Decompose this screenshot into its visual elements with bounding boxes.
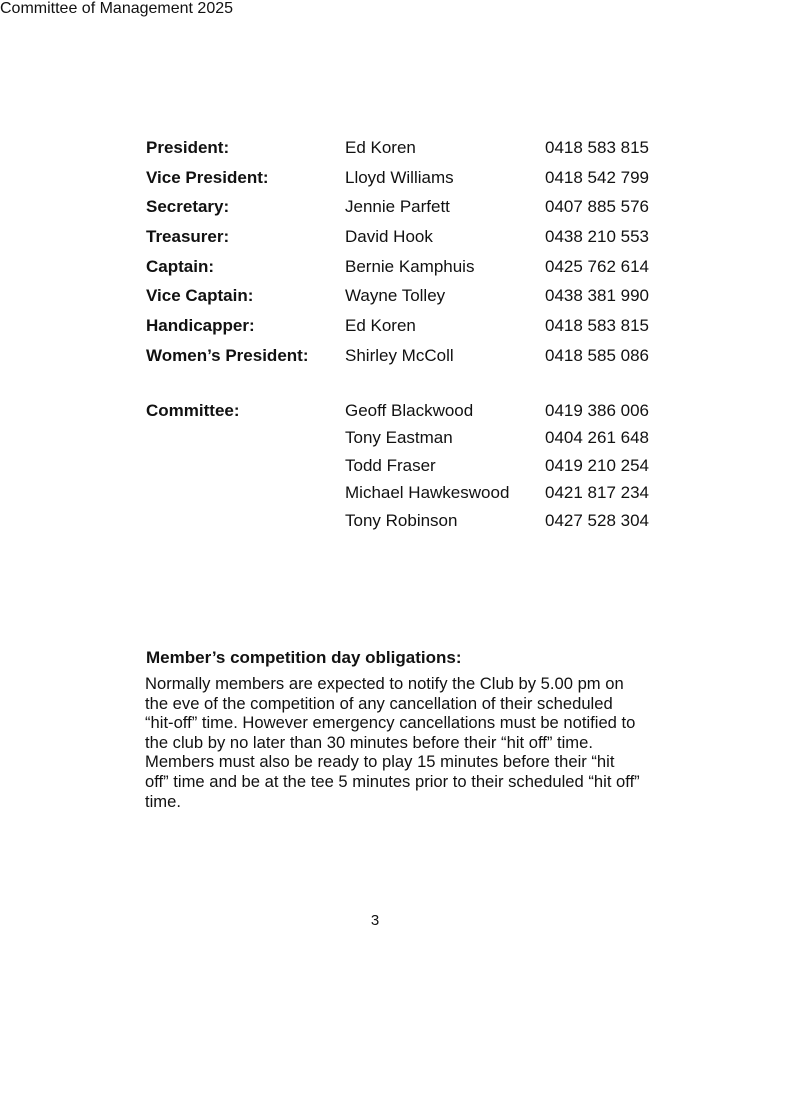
committee-member-name: Todd Fraser (345, 455, 436, 475)
officer-name: Shirley McColl (345, 345, 454, 365)
officer-phone: 0418 583 815 (545, 316, 649, 336)
officer-name: Ed Koren (345, 138, 416, 157)
obligations-line: the eve of the competition of any cancellation of their scheduled (145, 693, 613, 713)
officer-role: Captain: (146, 256, 214, 276)
committee-member-name: Tony Eastman (345, 428, 453, 448)
officer-phone: 0418 542 799 (545, 167, 649, 187)
obligations-line: off” time and be at the tee 5 minutes prior to their scheduled “hit off” (145, 771, 640, 791)
officer-name: Jennie Parfett (345, 197, 450, 217)
committee-row (146, 483, 706, 510)
obligations-line: the club by no later than 30 minutes before their “hit off” time. (145, 732, 593, 752)
officer-name: Bernie Kamphuis (345, 256, 475, 276)
obligations-line: Members must also be ready to play 15 minutes before their “hit (145, 752, 615, 772)
obligations-paragraph (145, 674, 675, 811)
officer-phone: 0438 210 553 (545, 227, 649, 247)
obligations-line: time. (145, 791, 181, 811)
committee-list (146, 401, 706, 538)
officer-row (146, 168, 706, 198)
officer-role: Treasurer: (146, 227, 230, 247)
committee-label: Committee: (146, 401, 240, 420)
committee-member-phone: 0404 261 648 (545, 428, 649, 448)
officer-row (146, 316, 706, 346)
committee-member-phone: 0419 210 254 (545, 455, 649, 475)
committee-member-name: Geoff Blackwood (345, 401, 474, 420)
officer-phone: 0407 885 576 (545, 197, 649, 217)
committee-row (146, 456, 706, 483)
obligations-line: Normally members are expected to notify the Club by 5.00 pm on (145, 674, 624, 693)
officer-row (146, 227, 706, 257)
committee-row (146, 401, 706, 428)
officer-row (146, 138, 706, 168)
officer-phone: 0418 585 086 (545, 345, 649, 365)
committee-row (146, 511, 706, 538)
committee-member-name: Tony Robinson (345, 510, 458, 530)
page-number: 3 (370, 912, 380, 929)
officer-role: Vice Captain: (146, 286, 254, 306)
committee-member-name: Michael Hawkeswood (345, 483, 510, 503)
officer-phone: 0438 381 990 (545, 286, 649, 306)
officer-row (146, 286, 706, 316)
officer-name: Wayne Tolley (345, 286, 446, 306)
officer-row (146, 197, 706, 227)
page-title: Committee of Management 2025 (0, 0, 234, 17)
committee-member-phone: 0427 528 304 (545, 510, 649, 530)
officer-role: Women’s President: (146, 345, 309, 365)
officer-name: David Hook (345, 227, 433, 247)
officer-row (146, 257, 706, 287)
officer-phone: 0418 583 815 (545, 138, 649, 157)
officer-role: Handicapper: (146, 316, 255, 336)
officer-name: Ed Koren (345, 316, 416, 336)
officer-role: Vice President: (146, 167, 269, 187)
obligations-line: “hit-off” time. However emergency cancellations must be notified to (145, 713, 636, 733)
committee-member-phone: 0421 817 234 (545, 483, 649, 503)
officer-name: Lloyd Williams (345, 167, 454, 187)
officers-list (146, 138, 706, 376)
officer-phone: 0425 762 614 (545, 256, 649, 276)
officer-role: President: (146, 138, 230, 157)
officer-row (146, 346, 706, 376)
obligations-heading: Member’s competition day obligations: (146, 648, 462, 667)
committee-row (146, 428, 706, 455)
committee-member-phone: 0419 386 006 (545, 401, 649, 420)
officer-role: Secretary: (146, 197, 230, 217)
